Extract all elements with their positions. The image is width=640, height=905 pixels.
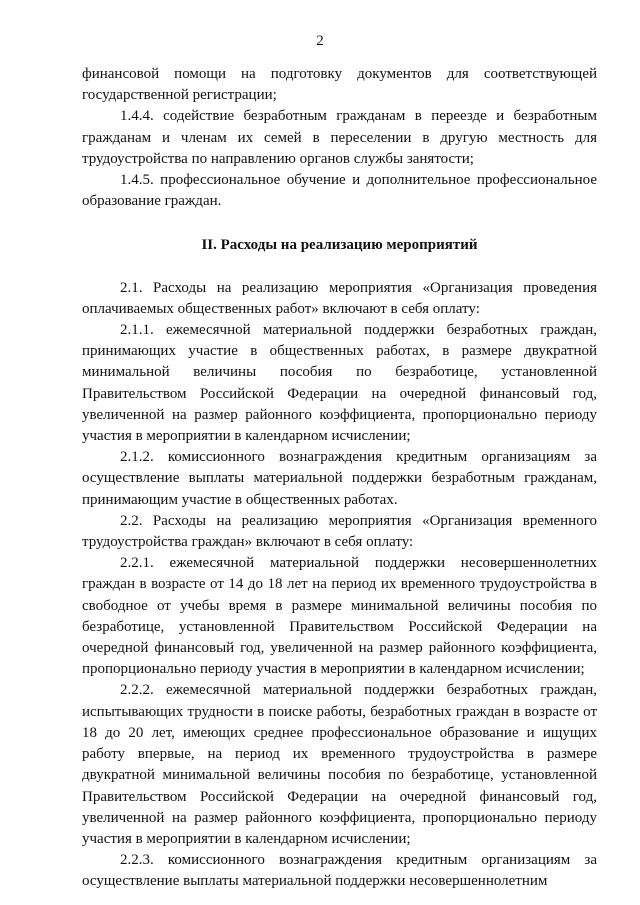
paragraph-1-4-4: 1.4.4. содействие безработным гражданам в переезде и безработным гражданам и членам их семей в переселении в другую местность для трудоустройства по направлению органов службы занятости;	[82, 108, 597, 167]
document-body	[82, 64, 597, 893]
paragraph-1: финансовой помощи на подготовку документов для соответствующей государственной регистрации;	[82, 66, 597, 104]
paragraph-2-1-2: 2.1.2. комиссионного вознаграждения кредитным организациям за осуществление выплаты материальной поддержки безработным гражданам, принимающим участие в общественных работах.	[82, 449, 597, 508]
paragraph-2-2-2: 2.2.2. ежемесячной материальной поддержки безработных граждан, испытывающих трудности в поиске работы, безработных граждан в возрасте от 18 до 20 лет, имеющих среднее профессиональное образование и ищущих работу впервые, на период их временного трудоустройства в размере двукратной минимальной величины пособия по безработице, установленной Правительством Российской Федерации на очередной финансовый год, увеличенной на размер районного коэффициента, пропорционально периоду участия в мероприятии в календарном исчислении;	[82, 682, 597, 847]
paragraph-2-1: 2.1. Расходы на реализацию мероприятия «Организация проведения оплачиваемых общественных работ» включают в себя оплату:	[82, 279, 597, 317]
section-heading: II. Расходы на реализацию мероприятий	[201, 237, 478, 254]
paragraph-2-2-1: 2.2.1. ежемесячной материальной поддержки несовершеннолетних граждан в возрасте от 14 до 18 лет на период их временного трудоустройства в свободное от учебы время в размере минимальной величины пособия по безработице, установленной Правительством Российской Федерации на очередной финансовый год, увеличенной на размер районного коэффициента, пропорционально периоду участия в мероприятии в календарном исчислении;	[82, 555, 597, 678]
paragraph-1-4-5: 1.4.5. профессиональное обучение и дополнительное профессиональное образование граждан.	[82, 172, 597, 210]
paragraph-2-1-1: 2.1.1. ежемесячной материальной поддержки безработных граждан, принимающих участие в общественных работах, в размере двукратной минимальной величины пособия по безработице, установленной Правительством Российской Федерации на очередной финансовый год, увеличенной на размер районного коэффициента, пропорционально периоду участия в мероприятии в календарном исчислении;	[82, 322, 597, 445]
paragraph-2-2: 2.2. Расходы на реализацию мероприятия «Организация временного трудоустройства граждан» включают в себя оплату:	[82, 512, 597, 551]
page-number: 2	[316, 33, 324, 49]
paragraph-2-2-3: 2.2.3. комиссионного вознаграждения кредитным организациям за осуществление выплаты материальной поддержки несовершеннолетним	[82, 852, 597, 890]
